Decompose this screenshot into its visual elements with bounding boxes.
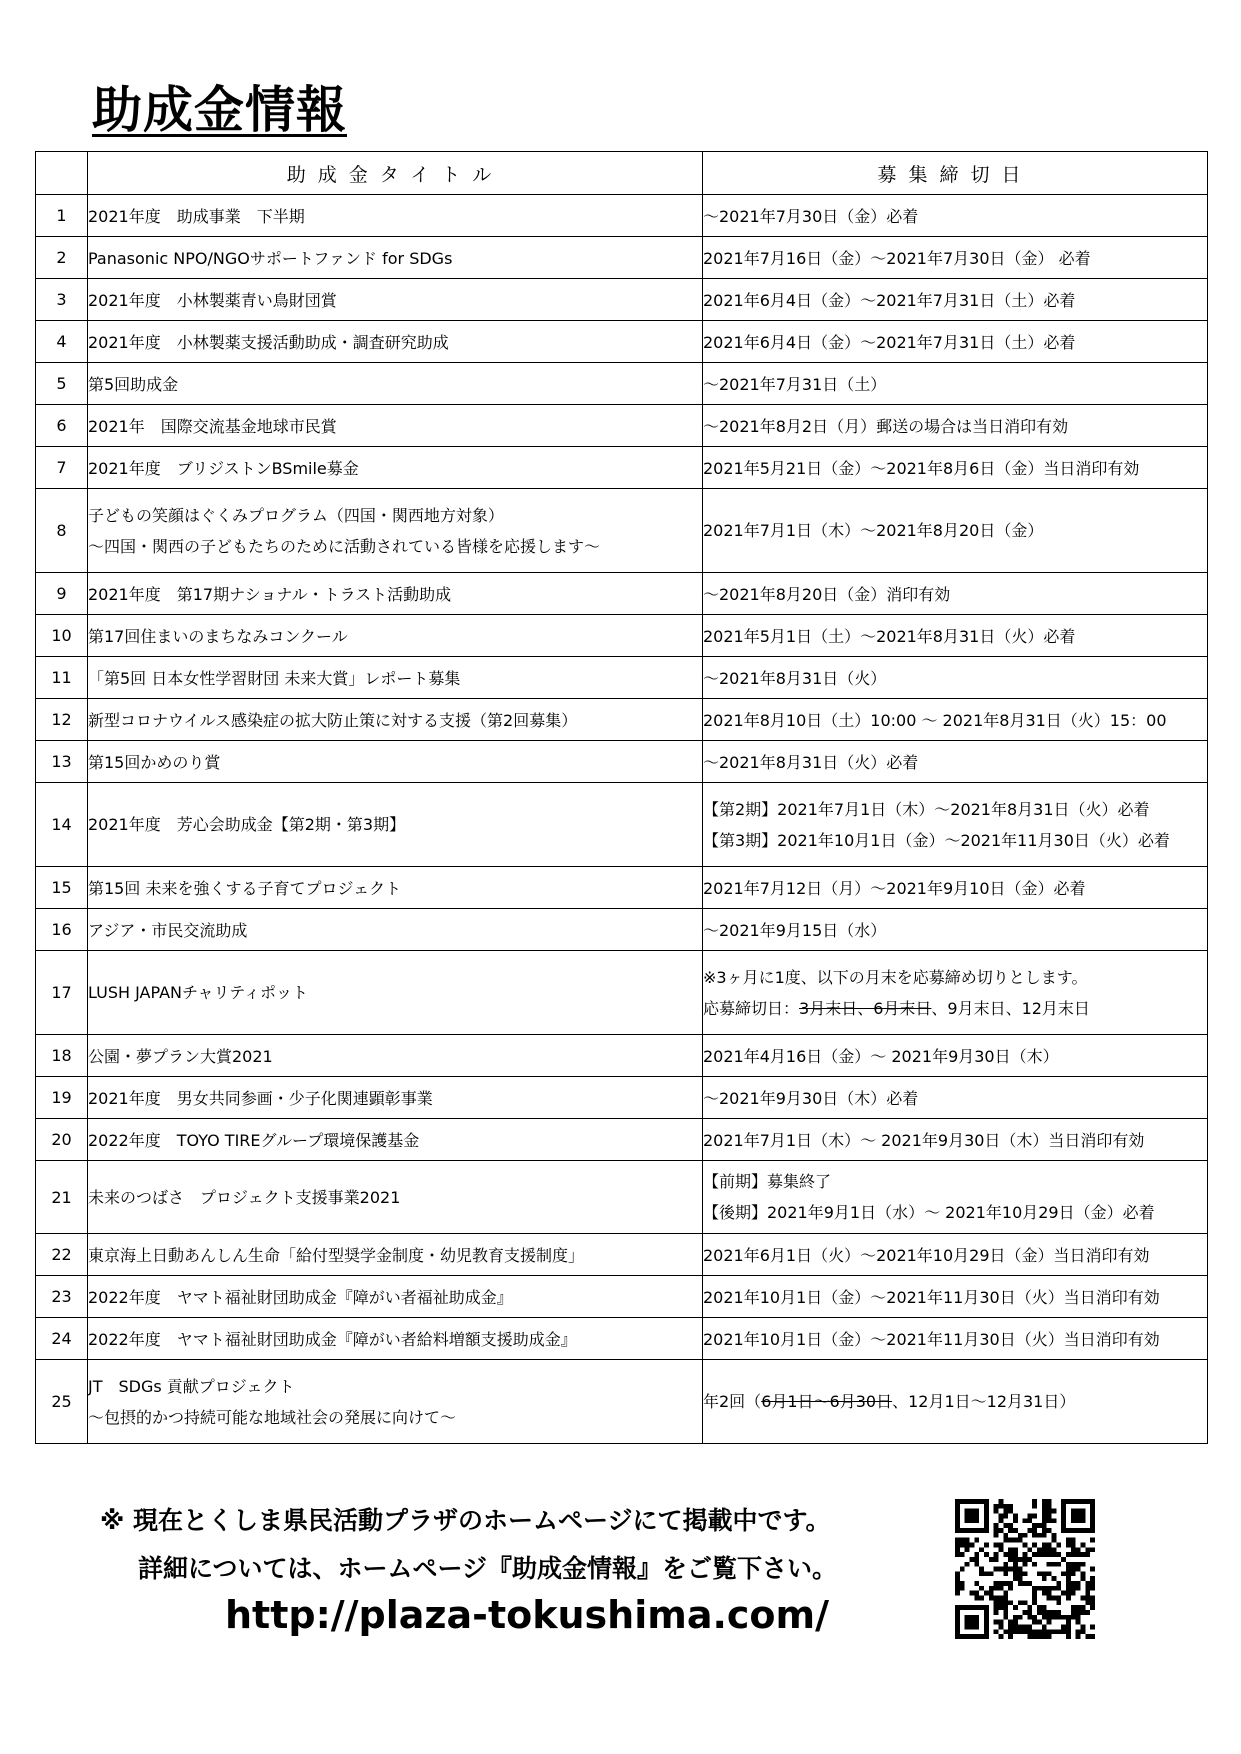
grant-title-line: 東京海上日動あんしん生命「給付型奨学金制度・幼児教育支援制度」 (88, 1246, 585, 1265)
grant-deadline (703, 951, 1208, 1035)
table-header-row (36, 152, 1208, 195)
row-number: 12 (36, 699, 88, 741)
table-row (36, 1234, 1208, 1276)
grant-title-line: 2021年度 男女共同参画・少子化関連顕彰事業 (88, 1089, 433, 1108)
grant-title-line: LUSH JAPANチャリティポット (88, 983, 308, 1002)
table-row (36, 615, 1208, 657)
grant-title (88, 1119, 703, 1161)
table-row (36, 783, 1208, 867)
row-number: 23 (36, 1276, 88, 1318)
deadline-text: 年2回（ (703, 1392, 762, 1411)
grant-title-line: 2022年度 ヤマト福祉財団助成金『障がい者給料増額支援助成金』 (88, 1330, 577, 1349)
header-deadline: 募集締切日 (703, 152, 1208, 195)
grant-deadline (703, 237, 1208, 279)
grant-title-line: 2022年度 ヤマト福祉財団助成金『障がい者福祉助成金』 (88, 1288, 513, 1307)
grant-title (88, 489, 703, 573)
grant-title (88, 573, 703, 615)
table-row (36, 1119, 1208, 1161)
table-row (36, 195, 1208, 237)
grant-title (88, 447, 703, 489)
grant-deadline (703, 321, 1208, 363)
grant-deadline-line: 【後期】2021年9月1日（水）～ 2021年10月29日（金）必着 (703, 1203, 1155, 1222)
row-number: 11 (36, 657, 88, 699)
row-number: 15 (36, 867, 88, 909)
table-row (36, 1276, 1208, 1318)
struck-dates: 6月1日～6月30日 (761, 1392, 893, 1411)
grant-title (88, 699, 703, 741)
table-row (36, 1360, 1208, 1444)
row-number: 8 (36, 489, 88, 573)
grant-title (88, 867, 703, 909)
grant-deadline-line: 2021年4月16日（金）～ 2021年9月30日（木） (703, 1047, 1059, 1066)
grant-deadline-line: ～2021年7月30日（金）必着 (703, 207, 919, 226)
grant-title-line: JT SDGs 貢献プロジェクト (88, 1376, 295, 1396)
grant-deadline (703, 1119, 1208, 1161)
grants-table (35, 151, 1208, 1444)
row-number: 10 (36, 615, 88, 657)
table-row (36, 573, 1208, 615)
grant-deadline-line: ～2021年8月20日（金）消印有効 (703, 585, 951, 604)
table-row (36, 279, 1208, 321)
row-number: 24 (36, 1318, 88, 1360)
footer-notice (100, 1497, 837, 1593)
grant-deadline (703, 699, 1208, 741)
row-number: 25 (36, 1360, 88, 1444)
grant-title (88, 1035, 703, 1077)
footer-line-2: 詳細については、ホームページ『助成金情報』をご覧下さい。 (138, 1554, 838, 1583)
grant-title (88, 1276, 703, 1318)
row-number: 13 (36, 741, 88, 783)
row-number: 1 (36, 195, 88, 237)
grant-deadline-line (703, 998, 1207, 1029)
grant-deadline (703, 1161, 1208, 1234)
grant-deadline (703, 1077, 1208, 1119)
table-row (36, 657, 1208, 699)
grant-deadline (703, 405, 1208, 447)
grant-deadline-line: 2021年8月10日（土）10:00 ～ 2021年8月31日（火）15：00 (703, 711, 1167, 730)
grant-deadline-line (703, 1381, 1207, 1422)
grant-deadline-line: 2021年10月1日（金）～2021年11月30日（火）当日消印有効 (703, 1288, 1160, 1307)
grant-deadline (703, 657, 1208, 699)
table-row (36, 405, 1208, 447)
table-row (36, 867, 1208, 909)
table-row (36, 489, 1208, 573)
row-number: 18 (36, 1035, 88, 1077)
grant-deadline (703, 909, 1208, 951)
table-row (36, 699, 1208, 741)
qr-code-icon (955, 1499, 1095, 1639)
grant-title-line: 第17回住まいのまちなみコンクール (88, 627, 348, 646)
table-row (36, 1077, 1208, 1119)
grant-title (88, 405, 703, 447)
grant-deadline-line: ～2021年8月31日（火）必着 (703, 753, 919, 772)
grant-deadline-line: 2021年7月12日（月）～2021年9月10日（金）必着 (703, 879, 1086, 898)
grant-deadline-line: ～2021年9月15日（水） (703, 921, 887, 940)
row-number: 17 (36, 951, 88, 1035)
grant-title-line: 2021年 国際交流基金地球市民賞 (88, 417, 337, 436)
grant-deadline-line: 2021年6月4日（金）～2021年7月31日（土）必着 (703, 291, 1076, 310)
grant-title (88, 1161, 703, 1234)
grant-title-line: 子どもの笑顔はぐくみプログラム（四国・関西地方対象） (88, 505, 504, 525)
row-number: 20 (36, 1119, 88, 1161)
row-number: 19 (36, 1077, 88, 1119)
row-number: 2 (36, 237, 88, 279)
struck-dates: 3月末日、6月末日 (799, 998, 932, 1018)
grant-title (88, 237, 703, 279)
grant-title-line: 2022年度 TOYO TIREグループ環境保護基金 (88, 1131, 420, 1150)
grant-deadline (703, 195, 1208, 237)
grant-deadline-line: 2021年6月4日（金）～2021年7月31日（土）必着 (703, 333, 1076, 352)
grant-title (88, 195, 703, 237)
table-row (36, 363, 1208, 405)
grant-title-line: アジア・市民交流助成 (88, 921, 248, 940)
grant-deadline-line: ※3ヶ月に1度、以下の月末を応募締め切りとします。 (703, 967, 1088, 987)
row-number: 22 (36, 1234, 88, 1276)
grant-title (88, 1077, 703, 1119)
row-number: 5 (36, 363, 88, 405)
grant-deadline-line: 2021年7月1日（木）～ 2021年9月30日（木）当日消印有効 (703, 1131, 1145, 1150)
table-row (36, 237, 1208, 279)
grant-title-line: 2021年度 助成事業 下半期 (88, 207, 305, 226)
grant-deadline (703, 1035, 1208, 1077)
row-number: 14 (36, 783, 88, 867)
grant-title (88, 1360, 703, 1444)
grant-deadline-line: ～2021年9月30日（木）必着 (703, 1089, 919, 1108)
grant-deadline-line: 【第2期】2021年7月1日（木）～2021年8月31日（火）必着 (703, 799, 1150, 819)
row-number: 16 (36, 909, 88, 951)
table-row (36, 909, 1208, 951)
grant-title-line: 2021年度 ブリジストンBSmile募金 (88, 459, 359, 478)
deadline-text: 応募締切日： (703, 998, 800, 1018)
grant-title-line: 公園・夢プラン大賞2021 (88, 1047, 273, 1066)
grant-deadline (703, 783, 1208, 867)
grant-deadline-line: 2021年6月1日（火）～2021年10月29日（金）当日消印有効 (703, 1246, 1150, 1265)
row-number: 6 (36, 405, 88, 447)
grant-deadline (703, 279, 1208, 321)
deadline-text: 、12月1日～12月31日） (892, 1392, 1076, 1411)
table-row (36, 741, 1208, 783)
header-title: 助成金タイトル (88, 152, 703, 195)
row-number: 4 (36, 321, 88, 363)
table-row (36, 321, 1208, 363)
row-number: 9 (36, 573, 88, 615)
grant-title-line: 未来のつばさ プロジェクト支援事業2021 (88, 1187, 401, 1207)
grant-title (88, 657, 703, 699)
grant-deadline (703, 1276, 1208, 1318)
grant-title (88, 1234, 703, 1276)
page-title: 助成金情報 (92, 81, 347, 139)
table-row (36, 1035, 1208, 1077)
website-url[interactable]: http://plaza-tokushima.com/ (225, 1593, 830, 1637)
grant-title-line: 第15回 未来を強くする子育てプロジェクト (88, 879, 402, 898)
header-number (36, 152, 88, 195)
grant-title-line: 新型コロナウイルス感染症の拡大防止策に対する支援（第2回募集） (88, 711, 578, 730)
grant-deadline (703, 741, 1208, 783)
grant-deadline-line: 【第3期】2021年10月1日（金）～2021年11月30日（火）必着 (703, 830, 1170, 850)
grant-deadline (703, 615, 1208, 657)
grant-deadline (703, 1234, 1208, 1276)
grant-deadline-line: 2021年7月1日（木）～2021年8月20日（金） (703, 521, 1044, 540)
table-row (36, 1161, 1208, 1234)
grant-title-line: 「第5回 日本女性学習財団 未来大賞」レポート募集 (88, 669, 461, 688)
grant-title (88, 1318, 703, 1360)
table-body (36, 195, 1208, 1444)
table-row (36, 951, 1208, 1035)
row-number: 21 (36, 1161, 88, 1234)
row-number: 3 (36, 279, 88, 321)
grant-title (88, 741, 703, 783)
grant-title-line: Panasonic NPO/NGOサポートファンド for SDGs (88, 249, 453, 268)
row-number: 7 (36, 447, 88, 489)
grant-title-line: 2021年度 芳心会助成金【第2期・第3期】 (88, 815, 406, 834)
grant-title-line: 第5回助成金 (88, 375, 179, 394)
grant-deadline (703, 867, 1208, 909)
deadline-text: 、9月末日、12月末日 (931, 998, 1090, 1018)
grant-title-line: 2021年度 小林製薬支援活動助成・調査研究助成 (88, 333, 449, 352)
grant-title-line: 第15回かめのり賞 (88, 753, 221, 772)
grant-deadline (703, 1360, 1208, 1444)
grant-deadline-line: 2021年10月1日（金）～2021年11月30日（火）当日消印有効 (703, 1330, 1160, 1349)
grant-deadline (703, 573, 1208, 615)
grant-deadline (703, 489, 1208, 573)
grant-deadline (703, 1318, 1208, 1360)
grant-deadline (703, 447, 1208, 489)
grant-deadline-line: 2021年7月16日（金）～2021年7月30日（金） 必着 (703, 249, 1091, 268)
grant-title (88, 279, 703, 321)
grant-title (88, 783, 703, 867)
grant-deadline-line: ～2021年8月31日（火） (703, 669, 887, 688)
grant-title-line: ～四国・関西の子どもたちのために活動されている皆様を応援します～ (88, 536, 601, 556)
grant-deadline-line: 2021年5月1日（土）～2021年8月31日（火）必着 (703, 627, 1076, 646)
grant-deadline (703, 363, 1208, 405)
grant-title (88, 615, 703, 657)
grant-title (88, 321, 703, 363)
grant-title-line: 2021年度 第17期ナショナル・トラスト活動助成 (88, 585, 452, 604)
footer-line-1: ※ 現在とくしま県民活動プラザのホームページにて掲載中です。 (100, 1506, 831, 1535)
table-row (36, 1318, 1208, 1360)
grant-deadline-line: 【前期】募集終了 (703, 1172, 832, 1191)
grant-deadline-line: 2021年5月21日（金）～2021年8月6日（金）当日消印有効 (703, 459, 1140, 478)
grant-title (88, 909, 703, 951)
grant-title-line: ～包摂的かつ持続可能な地域社会の発展に向けて～ (88, 1407, 457, 1427)
grant-deadline-line: ～2021年8月2日（月）郵送の場合は当日消印有効 (703, 417, 1069, 436)
grant-title (88, 951, 703, 1035)
grant-title-line: 2021年度 小林製薬青い鳥財団賞 (88, 291, 337, 310)
grant-deadline-line: ～2021年7月31日（土） (703, 375, 887, 394)
table-row (36, 447, 1208, 489)
grant-title (88, 363, 703, 405)
